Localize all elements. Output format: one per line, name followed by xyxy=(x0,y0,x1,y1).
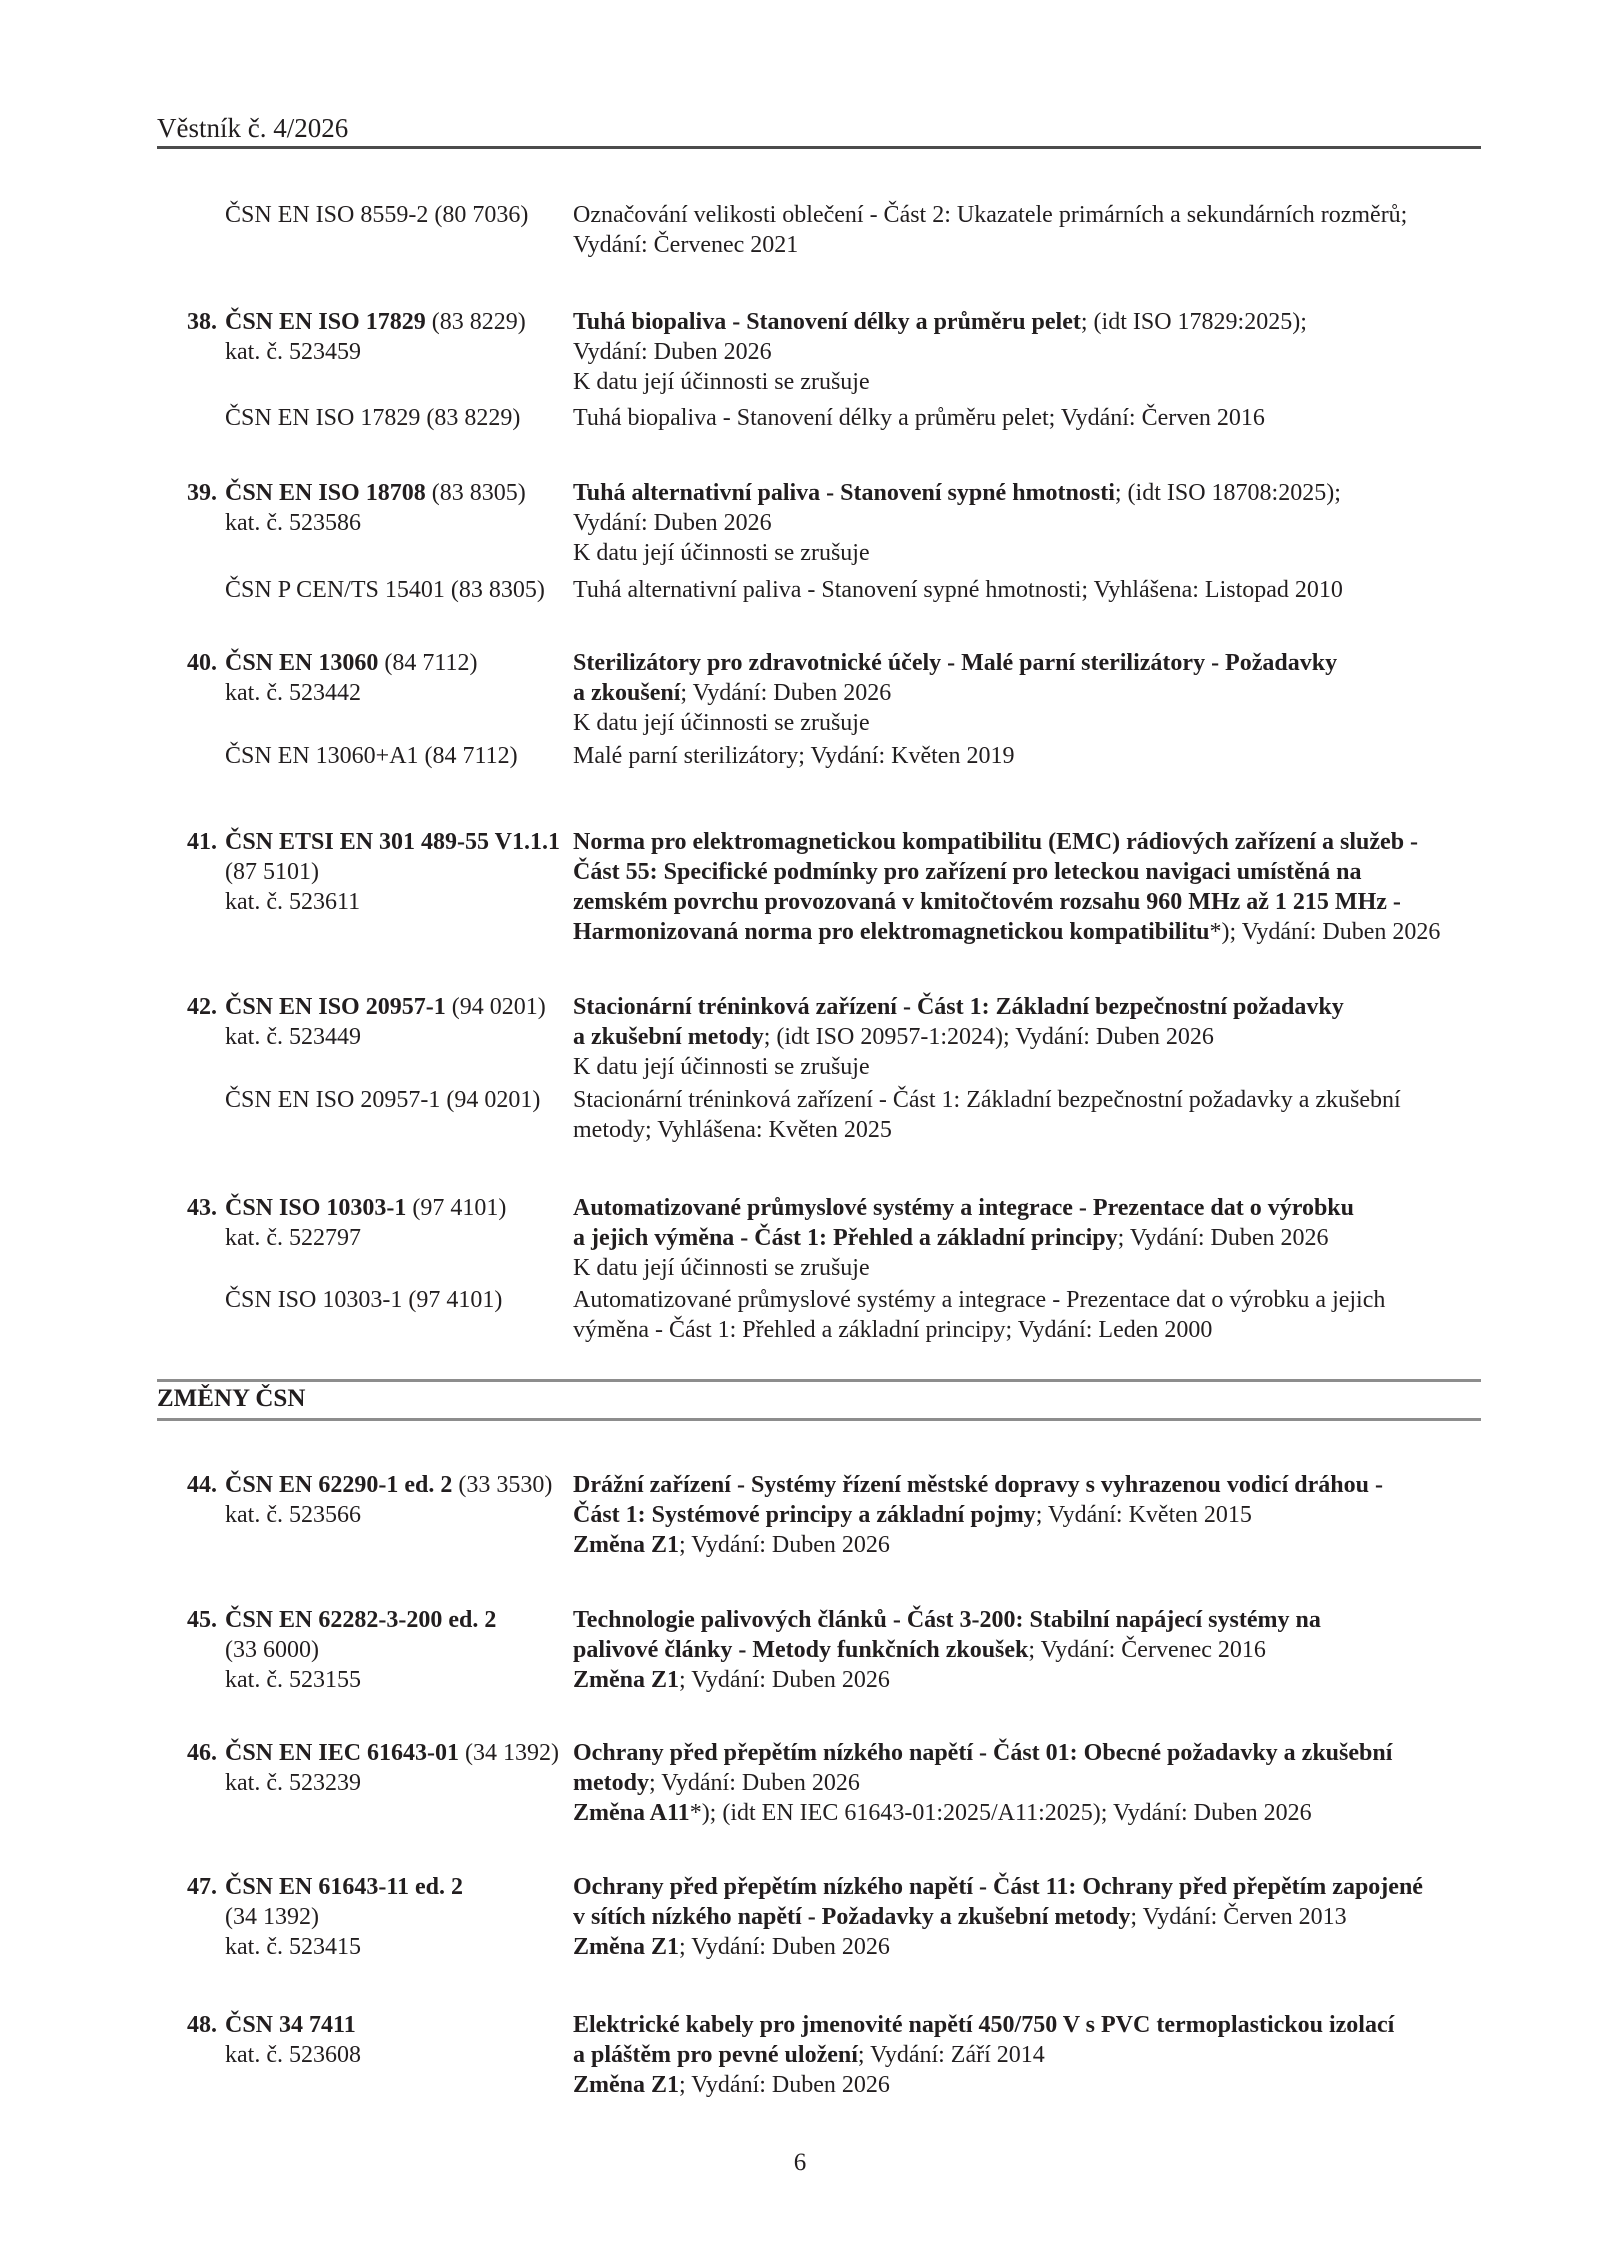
text-segment: ČSN 34 7411 xyxy=(225,2012,356,2038)
text-segment: ČSN EN ISO 18708 xyxy=(225,480,426,506)
entry-title-line xyxy=(573,200,1407,230)
entry-number: 42. xyxy=(187,994,217,1020)
entry-title-line xyxy=(573,1635,1321,1665)
entry-title-line xyxy=(573,1798,1392,1828)
entry-title-line xyxy=(573,2010,1394,2040)
section-title: ZMĚNY ČSN xyxy=(157,1385,306,1412)
text-segment: Drážní zařízení - Systémy řízení městské dopravy s vyhrazenou vodicí dráhou - xyxy=(573,1472,1383,1498)
entry-designation xyxy=(225,1738,559,1768)
superseded-right-column xyxy=(573,575,1343,605)
text-segment: Tuhá alternativní paliva - Stanovení sypné hmotnosti xyxy=(573,480,1115,506)
entry-catalog-number: kat. č. 523415 xyxy=(225,1934,361,1960)
superseded-right-column xyxy=(573,1285,1385,1345)
text-segment: Norma pro elektromagnetickou kompatibilitu (EMC) rádiových zařízení a služeb - xyxy=(573,829,1419,855)
text-segment: ČSN EN ISO 17829 xyxy=(225,309,426,335)
text-segment: a jejich výměna - Část 1: Přehled a základní principy xyxy=(573,1225,1118,1251)
entry-number: 46. xyxy=(187,1740,217,1766)
text-segment: ; Vydání: Září 2014 xyxy=(857,2042,1045,2068)
text-segment: Část 55: Specifické podmínky pro zařízení pro leteckou navigaci umístěná na xyxy=(573,859,1362,885)
entry-left-column xyxy=(225,827,560,917)
superseded-title-line xyxy=(573,575,1343,605)
page-number: 6 xyxy=(793,2149,807,2176)
superseded-right-column xyxy=(573,403,1265,433)
entry-right-column xyxy=(573,1738,1392,1828)
text-segment: Automatizované průmyslové systémy a integrace - Prezentace dat o výrobku xyxy=(573,1195,1354,1221)
section-rule-top xyxy=(157,1379,1481,1382)
text-segment: Označování velikosti oblečení - Část 2: Ukazatele primárních a sekundárních rozměrů; xyxy=(573,202,1408,228)
entry-title-line xyxy=(573,708,1337,738)
entry-designation xyxy=(225,1470,552,1500)
text-segment: Změna Z1 xyxy=(573,1934,680,1960)
entry-right-column xyxy=(573,200,1407,260)
entry-catalog-number: kat. č. 523608 xyxy=(225,2042,361,2068)
text-segment: ČSN EN IEC 61643-01 xyxy=(225,1740,460,1766)
text-segment: Změna Z1 xyxy=(573,2072,680,2098)
entry-number: 45. xyxy=(187,1607,217,1633)
entry-catalog-number: kat. č. 523442 xyxy=(225,680,361,706)
text-segment: K datu její účinnosti se zrušuje xyxy=(573,369,870,395)
text-segment: (83 8305) xyxy=(425,480,526,506)
entry-catalog-number: kat. č. 523566 xyxy=(225,1502,361,1528)
entry-title-line xyxy=(573,1253,1354,1283)
text-segment: ČSN EN 62282-3-200 ed. 2 xyxy=(225,1607,497,1633)
text-segment: K datu její účinnosti se zrušuje xyxy=(573,1255,870,1281)
entry-right-column xyxy=(573,827,1440,947)
superseded-title-line xyxy=(573,1315,1385,1345)
entry-designation xyxy=(225,478,526,508)
entry-title-line xyxy=(573,367,1307,397)
text-segment: ; (idt ISO 20957-1:2024); Vydání: Duben 2026 xyxy=(763,1024,1214,1050)
text-segment: (34 1392) xyxy=(459,1740,560,1766)
entry-title-line xyxy=(573,992,1344,1022)
text-segment: ČSN EN 62290-1 ed. 2 xyxy=(225,1472,453,1498)
entry-right-column xyxy=(573,1470,1383,1560)
text-segment: Tuhá biopaliva - Stanovení délky a průměru pelet xyxy=(573,309,1081,335)
text-segment: K datu její účinnosti se zrušuje xyxy=(573,540,870,566)
text-segment: ČSN ETSI EN 301 489-55 V1.1.1 xyxy=(225,829,560,855)
entry-right-column xyxy=(573,307,1307,397)
entry-title-line xyxy=(573,678,1337,708)
superseded-left-column xyxy=(225,403,520,433)
superseded-right-column xyxy=(573,1085,1401,1145)
text-segment: Malé parní sterilizátory; Vydání: Květen 2019 xyxy=(573,743,1015,769)
text-segment: Stacionární tréninková zařízení - Část 1: Základní bezpečnostní požadavky a zkušební xyxy=(573,1087,1401,1113)
entry-title-line xyxy=(573,1500,1383,1530)
text-segment: K datu její účinnosti se zrušuje xyxy=(573,1054,870,1080)
text-segment: (97 4101) xyxy=(406,1195,507,1221)
entry-left-column xyxy=(225,1193,506,1253)
text-segment: Tuhá biopaliva - Stanovení délky a průměru pelet; Vydání: Červen 2016 xyxy=(573,405,1265,431)
text-segment: Stacionární tréninková zařízení - Část 1: Základní bezpečnostní požadavky xyxy=(573,994,1344,1020)
entry-left-column xyxy=(225,1872,463,1962)
text-segment: (33 3530) xyxy=(452,1472,553,1498)
text-segment: Část 1: Systémové principy a základní pojmy xyxy=(573,1502,1036,1528)
entry-left-column xyxy=(225,307,526,367)
entry-title-line xyxy=(573,887,1440,917)
text-segment: zemském povrchu provozovaná v kmitočtovém rozsahu 960 MHz až 1 215 MHz - xyxy=(573,889,1401,915)
entry-number: 44. xyxy=(187,1472,217,1498)
superseded-left-column xyxy=(225,1285,502,1315)
text-segment: a zkušební metody xyxy=(573,1024,764,1050)
entry-title-line xyxy=(573,2070,1394,2100)
superseded-designation: ČSN EN ISO 17829 (83 8229) xyxy=(225,405,521,431)
text-segment: Vydání: Duben 2026 xyxy=(573,510,772,536)
text-segment: ; Vydání: Duben 2026 xyxy=(648,1770,860,1796)
text-segment: Změna Z1 xyxy=(573,1667,680,1693)
text-segment: ČSN EN ISO 20957-1 xyxy=(225,994,446,1020)
text-segment: ; Vydání: Duben 2026 xyxy=(679,1667,890,1693)
entry-number: 38. xyxy=(187,309,217,335)
entry-title-line xyxy=(573,1223,1354,1253)
entry-designation xyxy=(225,1605,496,1635)
text-segment: Ochrany před přepětím nízkého napětí - Část 11: Ochrany před přepětím zapojené xyxy=(573,1874,1423,1900)
entry-title-line xyxy=(573,478,1341,508)
entry-right-column xyxy=(573,1605,1321,1695)
text-segment: a zkoušení xyxy=(573,680,681,706)
text-segment: v sítích nízkého napětí - Požadavky a zkušební metody xyxy=(573,1904,1131,1930)
text-segment: (94 0201) xyxy=(445,994,546,1020)
text-segment: ; Vydání: Červenec 2016 xyxy=(1028,1637,1266,1663)
text-segment: Technologie palivových článků - Část 3-200: Stabilní napájecí systémy na xyxy=(573,1607,1321,1633)
entry-designation xyxy=(225,1193,506,1223)
entry-designation xyxy=(225,992,546,1022)
entry-right-column xyxy=(573,1193,1354,1283)
text-segment: Změna Z1 xyxy=(573,1532,680,1558)
entry-designation xyxy=(225,827,560,857)
entry-catalog-number: kat. č. 522797 xyxy=(225,1225,361,1251)
superseded-title-line xyxy=(573,1285,1385,1315)
entry-designation xyxy=(225,2010,361,2040)
entry-right-column xyxy=(573,478,1341,568)
text-segment: Vydání: Duben 2026 xyxy=(573,339,772,365)
entry-title-line xyxy=(573,1872,1423,1902)
text-segment: ; Vydání: Duben 2026 xyxy=(680,680,892,706)
entry-class-number: (87 5101) xyxy=(225,859,319,885)
entry-title-line xyxy=(573,2040,1394,2070)
superseded-left-column xyxy=(225,575,545,605)
text-segment: ; Vydání: Červen 2013 xyxy=(1130,1904,1347,1930)
entry-designation xyxy=(225,1872,463,1902)
entry-left-column xyxy=(225,2010,361,2070)
entry-title-line xyxy=(573,827,1440,857)
superseded-title-line xyxy=(573,403,1265,433)
superseded-designation: ČSN ISO 10303-1 (97 4101) xyxy=(225,1287,503,1313)
text-segment: ČSN ISO 10303-1 xyxy=(225,1195,407,1221)
text-segment: (84 7112) xyxy=(378,650,478,676)
text-segment: ČSN EN 61643-11 ed. 2 xyxy=(225,1874,464,1900)
entry-title-line xyxy=(573,1605,1321,1635)
text-segment: metody; Vyhlášena: Květen 2025 xyxy=(573,1117,892,1143)
entry-title-line xyxy=(573,857,1440,887)
entry-catalog-number: kat. č. 523586 xyxy=(225,510,361,536)
entry-designation xyxy=(225,648,477,678)
entry-title-line xyxy=(573,1193,1354,1223)
text-segment: Tuhá alternativní paliva - Stanovení sypné hmotnosti; Vyhlášena: Listopad 2010 xyxy=(573,577,1343,603)
entry-title-line xyxy=(573,648,1337,678)
entry-left-column xyxy=(225,200,528,230)
text-segment: ; Vydání: Duben 2026 xyxy=(679,1934,890,1960)
text-segment: ; Vydání: Květen 2015 xyxy=(1035,1502,1252,1528)
text-segment: Změna A11 xyxy=(573,1800,690,1826)
text-segment: ČSN EN ISO 8559-2 (80 7036) xyxy=(225,202,529,228)
entry-number: 48. xyxy=(187,2012,217,2038)
entry-right-column xyxy=(573,648,1337,738)
text-segment: K datu její účinnosti se zrušuje xyxy=(573,710,870,736)
entry-left-column xyxy=(225,648,477,708)
entry-title-line xyxy=(573,1932,1423,1962)
text-segment: ; Vydání: Duben 2026 xyxy=(1117,1225,1329,1251)
text-segment: Elektrické kabely pro jmenovité napětí 450/750 V s PVC termoplastickou izolací xyxy=(573,2012,1395,2038)
entry-title-line xyxy=(573,1738,1392,1768)
text-segment: metody xyxy=(573,1770,649,1796)
entry-title-line xyxy=(573,538,1341,568)
entry-catalog-number: kat. č. 523459 xyxy=(225,339,361,365)
page-title: Věstník č. 4/2026 xyxy=(157,113,349,143)
entry-left-column xyxy=(225,478,526,538)
entry-left-column xyxy=(225,1470,552,1530)
entry-title-line xyxy=(573,917,1440,947)
text-segment: ; (idt ISO 17829:2025); xyxy=(1080,309,1307,335)
entry-left-column xyxy=(225,992,546,1052)
entry-designation xyxy=(225,200,528,230)
entry-title-line xyxy=(573,230,1407,260)
text-segment: Harmonizovaná norma pro elektromagnetickou kompatibilitu xyxy=(573,919,1210,945)
text-segment: *); Vydání: Duben 2026 xyxy=(1209,919,1441,945)
entry-title-line xyxy=(573,1768,1392,1798)
entry-catalog-number: kat. č. 523239 xyxy=(225,1770,361,1796)
entry-right-column xyxy=(573,1872,1423,1962)
entry-title-line xyxy=(573,508,1341,538)
entry-left-column xyxy=(225,1738,559,1798)
text-segment: Vydání: Červenec 2021 xyxy=(573,232,799,258)
superseded-right-column xyxy=(573,741,1014,771)
superseded-designation: ČSN P CEN/TS 15401 (83 8305) xyxy=(225,577,545,603)
entry-title-line xyxy=(573,1902,1423,1932)
entry-designation xyxy=(225,307,526,337)
superseded-left-column xyxy=(225,1085,540,1115)
text-segment: *); (idt EN IEC 61643-01:2025/A11:2025); Vydání: Duben 2026 xyxy=(689,1800,1312,1826)
entry-catalog-number: kat. č. 523449 xyxy=(225,1024,361,1050)
entry-right-column xyxy=(573,992,1344,1082)
entry-title-line xyxy=(573,1470,1383,1500)
entry-class-number: (34 1392) xyxy=(225,1904,319,1930)
entry-title-line xyxy=(573,1052,1344,1082)
entry-title-line xyxy=(573,1665,1321,1695)
entry-title-line xyxy=(573,1022,1344,1052)
superseded-designation: ČSN EN 13060+A1 (84 7112) xyxy=(225,743,518,769)
entry-number: 47. xyxy=(187,1874,217,1900)
text-segment: (83 8229) xyxy=(425,309,526,335)
superseded-left-column xyxy=(225,741,518,771)
entry-title-line xyxy=(573,337,1307,367)
entry-right-column xyxy=(573,2010,1394,2100)
entry-catalog-number: kat. č. 523155 xyxy=(225,1667,361,1693)
text-segment: Ochrany před přepětím nízkého napětí - Část 01: Obecné požadavky a zkušební xyxy=(573,1740,1393,1766)
superseded-title-line xyxy=(573,1085,1401,1115)
text-segment: Sterilizátory pro zdravotnické účely - Malé parní sterilizátory - Požadavky xyxy=(573,650,1338,676)
text-segment: ČSN EN 13060 xyxy=(225,650,379,676)
text-segment: palivové články - Metody funkčních zkoušek xyxy=(573,1637,1029,1663)
superseded-title-line xyxy=(573,741,1014,771)
entry-left-column xyxy=(225,1605,496,1695)
text-segment: ; (idt ISO 18708:2025); xyxy=(1114,480,1341,506)
entry-class-number: (33 6000) xyxy=(225,1637,319,1663)
entry-title-line xyxy=(573,1530,1383,1560)
entry-number: 43. xyxy=(187,1195,217,1221)
superseded-designation: ČSN EN ISO 20957-1 (94 0201) xyxy=(225,1087,541,1113)
entry-number: 40. xyxy=(187,650,217,676)
entry-number: 41. xyxy=(187,829,217,855)
entry-catalog-number: kat. č. 523611 xyxy=(225,889,361,915)
text-segment: ; Vydání: Duben 2026 xyxy=(679,2072,890,2098)
superseded-title-line xyxy=(573,1115,1401,1145)
section-rule-bottom xyxy=(157,1418,1481,1421)
text-segment: ; Vydání: Duben 2026 xyxy=(679,1532,890,1558)
text-segment: Automatizované průmyslové systémy a integrace - Prezentace dat o výrobku a jejich xyxy=(573,1287,1386,1313)
entry-number: 39. xyxy=(187,480,217,506)
text-segment: a pláštěm pro pevné uložení xyxy=(573,2042,858,2068)
text-segment: výměna - Část 1: Přehled a základní principy; Vydání: Leden 2000 xyxy=(573,1317,1213,1343)
header-rule xyxy=(157,146,1481,149)
entry-title-line xyxy=(573,307,1307,337)
